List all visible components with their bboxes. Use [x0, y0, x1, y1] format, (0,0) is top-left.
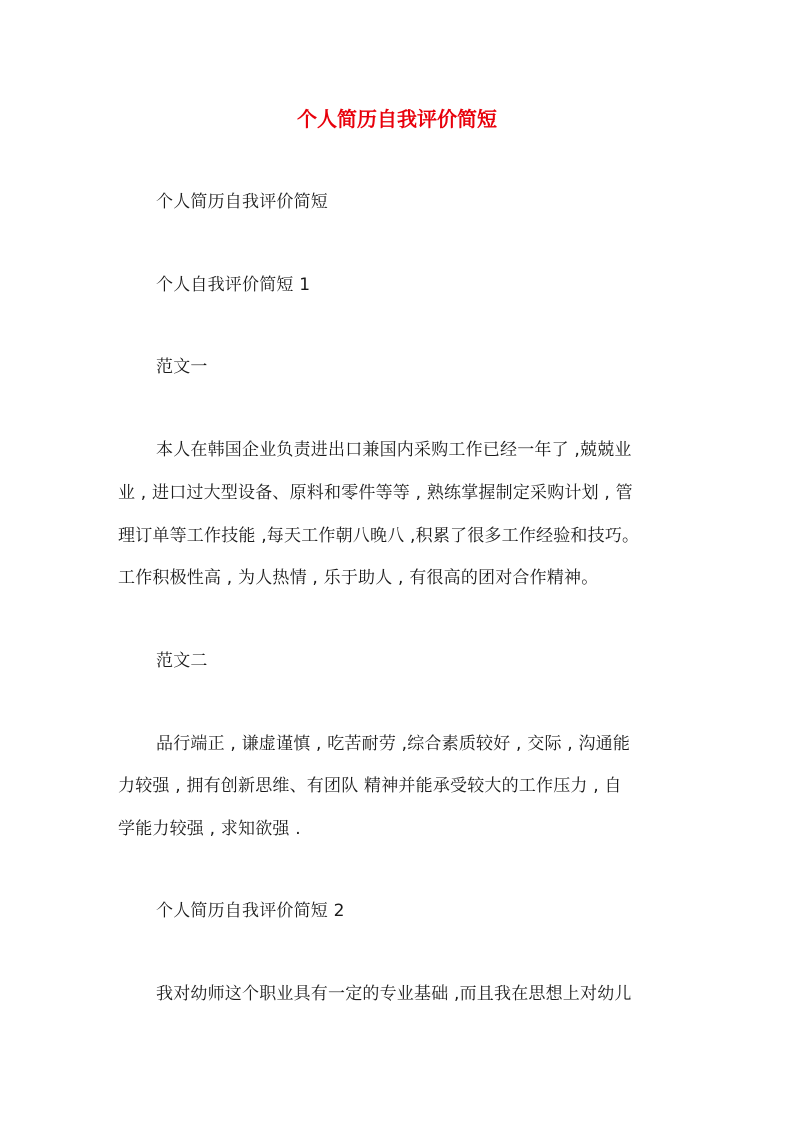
document-title: 个人简历自我评价简短: [297, 107, 497, 131]
sample-1-line-2: 业 , 进口过大型设备、原料和零件等等 , 熟练掌握制定采购计划 , 管: [118, 483, 633, 503]
sample-1-heading: 范文一: [156, 357, 208, 377]
section-2-heading: 个人简历自我评价简短 2: [156, 901, 345, 921]
sample-1-line-3: 理订单等工作技能 ,每天工作朝八晚八 ,积累了很多工作经验和技巧。: [118, 526, 640, 546]
section-2-line-1: 我对幼师这个职业具有一定的专业基础 ,而且我在思想上对幼儿: [156, 984, 632, 1004]
sample-2-line-3: 学能力较强 , 求知欲强 .: [118, 819, 301, 839]
main-heading: 个人简历自我评价简短: [156, 192, 328, 212]
sample-1-line-1: 本人在韩国企业负责进出口兼国内采购工作已经一年了 ,兢兢业: [156, 440, 632, 460]
sample-2-heading: 范文二: [156, 651, 208, 671]
sample-2-line-2: 力较强 , 拥有创新思维、有团队 精神并能承受较大的工作压力 , 自: [118, 776, 622, 796]
sample-2-line-1: 品行端正 , 谦虚谨慎 , 吃苦耐劳 ,综合素质较好 , 交际 , 沟通能: [156, 734, 631, 754]
section-1-heading: 个人自我评价简短 1: [156, 275, 311, 295]
sample-1-line-4: 工作积极性高 , 为人热情 , 乐于助人 , 有很高的团对合作精神。: [118, 568, 599, 588]
